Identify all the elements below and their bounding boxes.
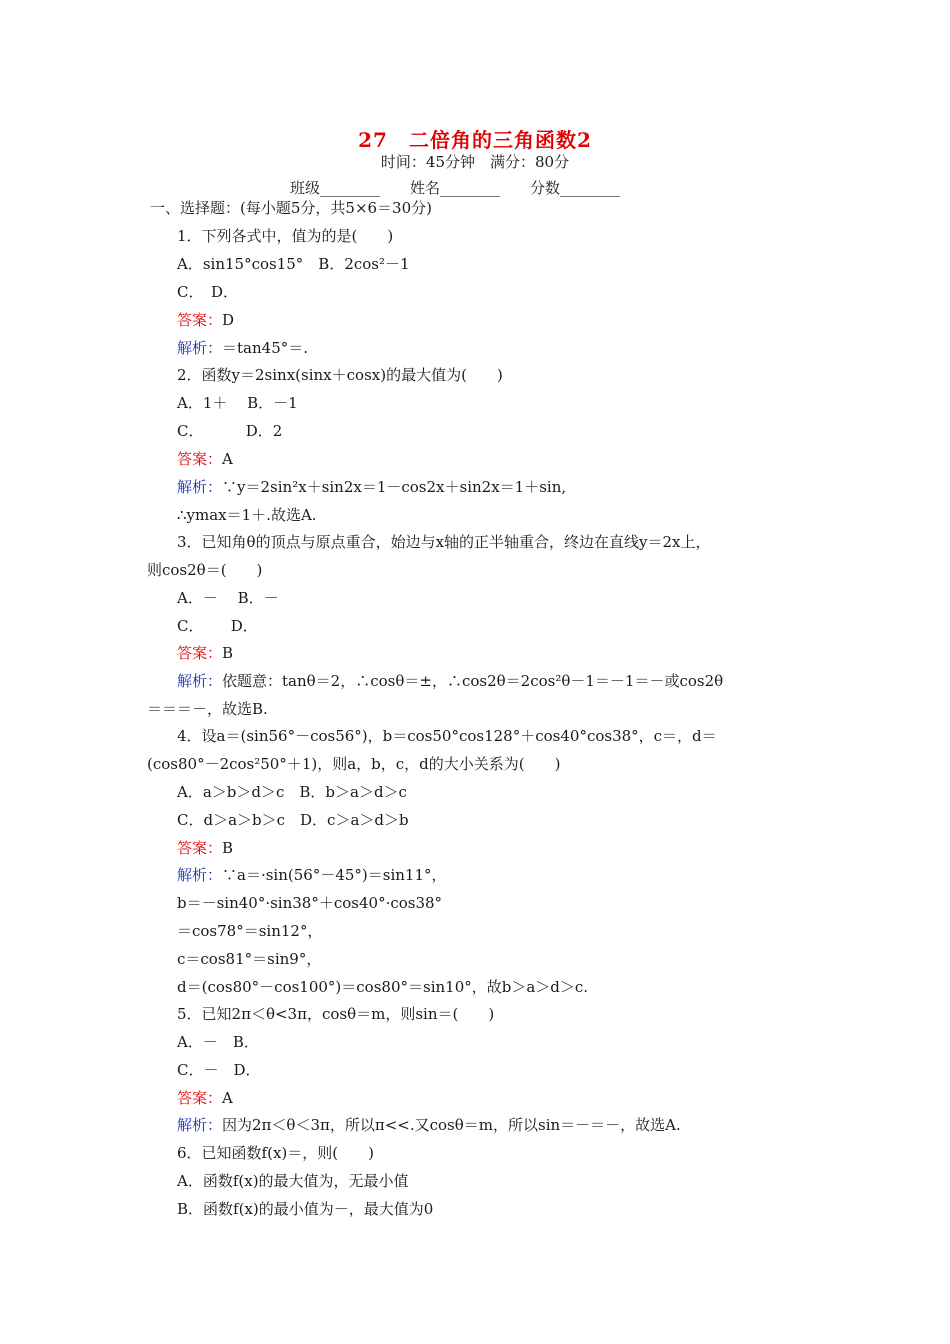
answer-label: 答案： [177, 1089, 223, 1107]
q1-options-ab: A．sin15°cos15° B．2cos²－1 [177, 255, 410, 273]
analysis-label: 解析： [177, 672, 223, 690]
q2-options-ab: A．1＋ B．－1 [177, 394, 298, 412]
q3-analysis [177, 671, 723, 691]
q3-analysis-text: 依题意：tanθ＝2，∴cosθ＝±，∴cos2θ＝2cos²θ－1＝－1＝－或cos2θ [222, 672, 724, 690]
q4-analysis-line5: d＝(cos80°－cos100°)＝cos80°＝sin10°，故b＞a＞d＞c. [177, 978, 589, 996]
q4-analysis-line3: ＝cos78°＝sin12°， [177, 922, 323, 940]
q2-analysis-line2: ∴ymax＝1＋.故选A. [177, 506, 317, 524]
q1-answer-value: D [222, 311, 235, 329]
analysis-label: 解析： [177, 866, 223, 884]
q5-options-cd: C．－ D． [177, 1061, 261, 1079]
answer-label: 答案： [177, 311, 223, 329]
q4-analysis-line4: c＝cos81°＝sin9°， [177, 950, 322, 968]
q2-analysis-text: ∵y＝2sin²x＋sin2x＝1－cos2x＋sin2x＝1＋sin, [222, 478, 567, 496]
q5-answer-value: A [222, 1089, 233, 1107]
q3-options-cd: C． D． [177, 617, 258, 635]
q4-analysis-line2: b＝－sin40°·sin38°＋cos40°·cos38° [177, 894, 443, 912]
q2-stem: 2．函数y＝2sinx(sinx＋cosx)的最大值为( ) [177, 366, 503, 384]
answer-label: 答案： [177, 839, 223, 857]
q6-option-a: A．函数f(x)的最大值为，无最小值 [177, 1172, 409, 1190]
q2-options-cd: C． D．2 [177, 422, 283, 440]
q3-analysis-line2: ＝＝＝－，故选B. [147, 700, 268, 718]
q4-stem-line2: (cos80°－2cos²50°＋1)，则a，b，c，d的大小关系为( ) [147, 755, 561, 773]
answer-label: 答案： [177, 644, 223, 662]
q5-analysis [177, 1115, 681, 1135]
q6-option-b: B．函数f(x)的最小值为－，最大值为0 [177, 1200, 434, 1218]
q4-options-ab: A．a＞b＞d＞c B．b＞a＞d＞c [177, 783, 407, 801]
q3-options-ab: A．－ B．－ [177, 589, 279, 607]
q3-stem-line2: 则cos2θ＝( ) [147, 561, 263, 579]
analysis-label: 解析： [177, 339, 223, 357]
q2-answer [177, 449, 233, 469]
q2-answer-value: A [222, 450, 233, 468]
q1-answer [177, 310, 234, 330]
q1-analysis [177, 338, 308, 358]
q2-analysis [177, 477, 566, 497]
section-heading: 一、选择题：(每小题5分，共5×6＝30分) [150, 199, 432, 217]
q5-analysis-text: 因为2π＜θ＜3π，所以π<<.又cosθ＝m，所以sin＝－＝－，故选A. [222, 1116, 681, 1134]
q4-answer-value: B [222, 839, 234, 857]
q3-answer-value: B [222, 644, 234, 662]
q4-analysis-text: ∵a＝·sin(56°－45°)＝sin11°， [222, 866, 447, 884]
exam-time-info: 时间：45分钟 满分：80分 [380, 153, 570, 171]
analysis-label: 解析： [177, 1116, 223, 1134]
q1-analysis-text: ＝tan45°＝. [222, 339, 309, 357]
q5-options-ab: A．－ B． [177, 1033, 259, 1051]
q4-stem: 4．设a＝(sin56°－cos56°)，b＝cos50°cos128°＋cos40°cos38°，c＝，d＝ [177, 727, 717, 745]
q1-options-cd: C． D． [177, 283, 239, 301]
q1-stem: 1．下列各式中，值为的是( ) [177, 227, 394, 245]
q4-answer [177, 838, 233, 858]
page-title: 27 二倍角的三角函数2 [358, 128, 592, 152]
q3-stem: 3．已知角θ的顶点与原点重合，始边与x轴的正半轴重合，终边在直线y＝2x上， [177, 533, 711, 551]
q6-stem: 6．已知函数f(x)＝，则( ) [177, 1144, 374, 1162]
q3-answer [177, 643, 233, 663]
student-info-fields: 班级________ 姓名________ 分数________ [290, 179, 621, 197]
q4-options-cd: C．d＞a＞b＞c D．c＞a＞d＞b [177, 811, 409, 829]
q5-stem: 5．已知2π＜θ<3π，cosθ＝m，则sin＝( ) [177, 1005, 495, 1023]
answer-label: 答案： [177, 450, 223, 468]
analysis-label: 解析： [177, 478, 223, 496]
q5-answer [177, 1088, 233, 1108]
q4-analysis [177, 865, 447, 885]
